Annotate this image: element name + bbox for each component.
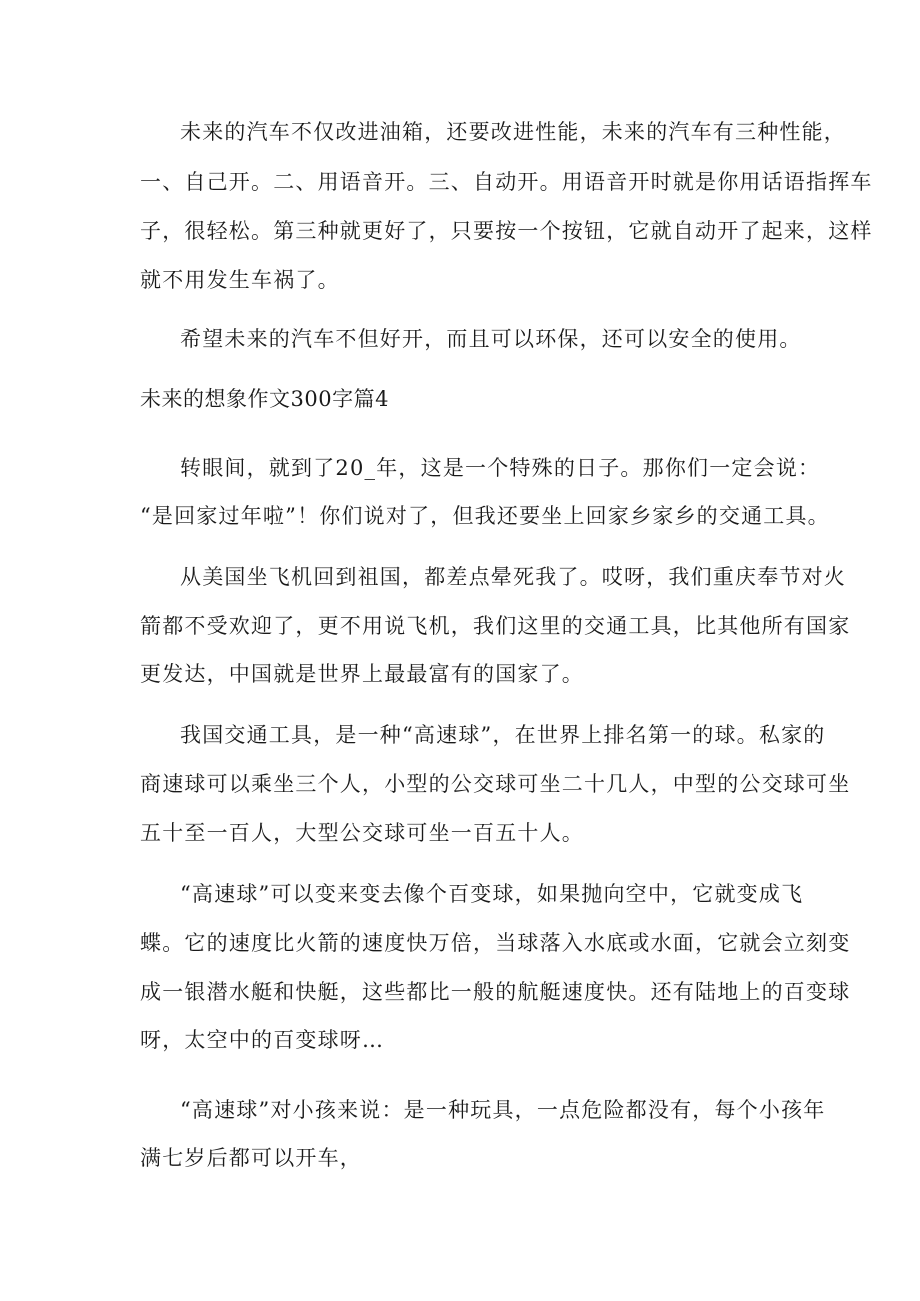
paragraph-line: 转眼间，就到了20_年，这是一个特殊的日子。那你们一定会说： — [180, 456, 821, 480]
paragraph-line: 箭都不受欢迎了，更不用说飞机，我们这里的交通工具，比其他所有国家 — [140, 614, 851, 638]
paragraph-line: “是回家过年啦”！你们说对了，但我还要坐上回家乡家乡的交通工具。 — [140, 504, 830, 528]
paragraph-line: 更发达，中国就是世界上最最富有的国家了。 — [140, 662, 584, 686]
paragraph-line: 子，很轻松。第三种就更好了，只要按一个按钮，它就自动开了起来，这样 — [140, 219, 873, 243]
paragraph-line: 就不用发生车祸了。 — [140, 268, 340, 292]
section-heading: 未来的想象作文300字篇4 — [140, 387, 389, 411]
paragraph-line: “高速球”可以变来变去像个百变球，如果抛向空中，它就变成飞 — [180, 882, 804, 906]
paragraph-line: 我国交通工具，是一种“高速球”，在世界上排名第一的球。私家的 — [180, 723, 826, 747]
paragraph-line: 商速球可以乘坐三个人，小型的公交球可坐二十几人，中型的公交球可坐 — [140, 772, 851, 796]
paragraph-line: 希望未来的汽车不但好开，而且可以环保，还可以安全的使用。 — [180, 327, 802, 351]
paragraph-line: 满七岁后都可以开车， — [140, 1146, 362, 1170]
paragraph-line: 成一银潜水艇和快艇，这些都比一般的航艇速度快。还有陆地上的百变球 — [140, 980, 851, 1004]
paragraph-line: 呀，太空中的百变球呀… — [140, 1028, 385, 1052]
paragraph-line: 未来的汽车不仅改进油箱，还要改进性能，未来的汽车有三种性能， — [180, 120, 846, 144]
paragraph-line: 从美国坐飞机回到祖国，都差点晕死我了。哎呀，我们重庆奉节对火 — [180, 565, 846, 589]
paragraph-line: 一、自己开。二、用语音开。三、自动开。用语音开时就是你用话语指挥车 — [140, 170, 873, 194]
paragraph-line: 蝶。它的速度比火箭的速度快万倍，当球落入水底或水面，它就会立刻变 — [140, 931, 851, 955]
paragraph-line: 五十至一百人，大型公交球可坐一百五十人。 — [140, 821, 584, 845]
paragraph-line: “高速球”对小孩来说：是一种玩具，一点危险都没有，每个小孩年 — [180, 1098, 826, 1122]
